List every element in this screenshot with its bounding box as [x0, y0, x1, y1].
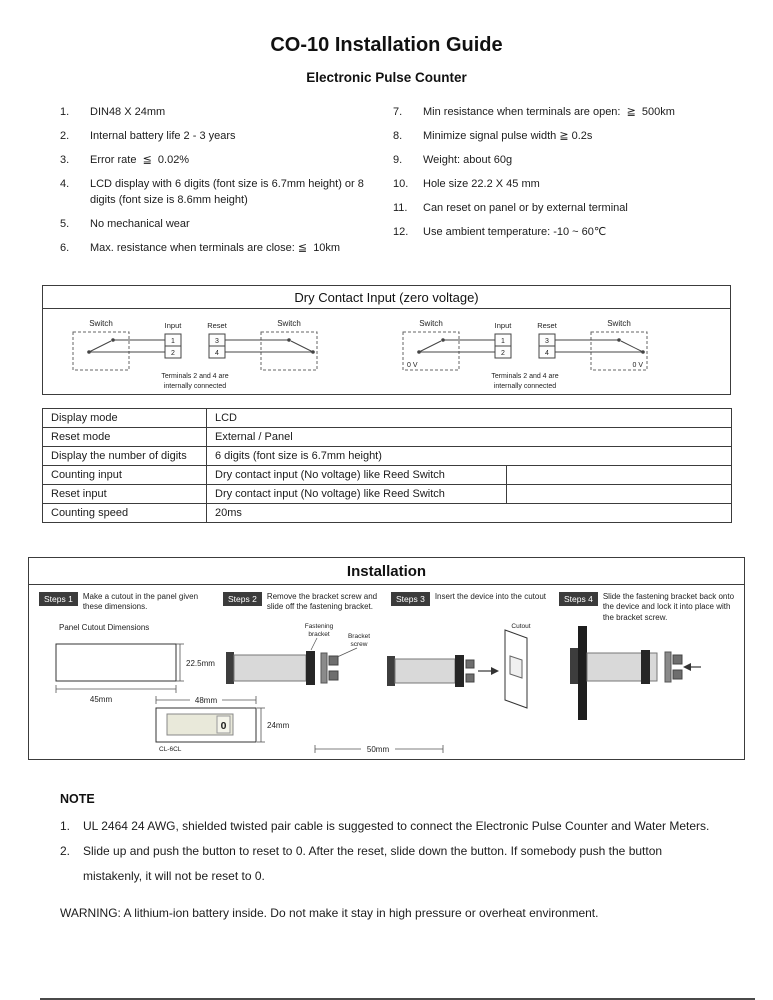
dim-lines-width [56, 685, 176, 693]
table-cell-empty [507, 466, 732, 485]
switch-label: Switch [277, 319, 301, 328]
table-row [43, 466, 732, 485]
bracket-screw-label: screw [350, 641, 368, 648]
switch-label: Switch [89, 319, 113, 328]
spec-item-text: Min resistance when terminals are open: ≧ 500km [423, 106, 675, 118]
dim-lines-height [176, 644, 184, 681]
note-item-number: 2. [60, 844, 71, 858]
step-text: Make a cutout in the panel given these dimensions. [82, 592, 199, 612]
installation-step-3 [391, 592, 553, 606]
insert-arrow [478, 667, 499, 675]
spec-item-number: 8. [393, 130, 403, 142]
switch-label: Switch [607, 319, 631, 328]
terminal-4: 4 [215, 350, 219, 357]
table-cell-value: LCD [207, 409, 732, 428]
fastening-bracket-label: Fastening [304, 623, 334, 630]
zero-volt-label: 0 V [632, 362, 643, 369]
table-cell-label: Reset input [43, 485, 207, 504]
device-display-digit: 0 [220, 720, 227, 732]
input-label: Input [494, 321, 512, 330]
terminal-3: 3 [215, 338, 219, 345]
spec-item-number: 10. [393, 178, 409, 190]
spec-item-number: 7. [393, 106, 403, 118]
table-row [43, 504, 732, 523]
installation-title: Installation [29, 558, 744, 585]
table-cell-value: 20ms [207, 504, 732, 523]
dry-contact-section [42, 285, 731, 395]
dim-48mm: 48mm [194, 696, 218, 705]
spec-item [60, 216, 392, 232]
wiring [417, 338, 645, 354]
spec-item-number: 5. [60, 218, 70, 230]
spec-item-number: 2. [60, 130, 70, 142]
spec-item-text: Use ambient temperature: -10 ~ 60℃ [423, 226, 607, 238]
table-row [43, 428, 732, 447]
spec-item [393, 176, 733, 192]
terminal-note-line2: internally connected [493, 383, 557, 390]
terminal-block [165, 334, 225, 358]
dim-50mm: 50mm [366, 745, 390, 754]
spec-list-left [60, 104, 392, 264]
cutout-panel [505, 630, 527, 708]
table-cell-value: Dry contact input (No voltage) like Reed Switch [207, 485, 507, 504]
installation-section [28, 557, 745, 760]
terminal-note-line1: Terminals 2 and 4 are [161, 373, 229, 380]
spec-item-text: No mechanical wear [90, 218, 190, 230]
spec-table [42, 408, 732, 523]
dry-contact-title: Dry Contact Input (zero voltage) [43, 286, 730, 309]
reset-label: Reset [207, 321, 227, 330]
spec-item [393, 224, 733, 240]
note-item-text: UL 2464 24 AWG, shielded twisted pair cable is suggested to connect the Electronic Pulse Counter and Water Meters. [83, 819, 710, 833]
device-side-step3 [387, 655, 474, 687]
spec-item [393, 128, 733, 144]
spec-item-text: DIN48 X 24mm [90, 106, 166, 118]
terminal-note-line1: Terminals 2 and 4 are [491, 373, 559, 380]
step-badge: Steps 1 [39, 592, 78, 606]
step-badge: Steps 2 [223, 592, 262, 606]
table-cell-value: Dry contact input (No voltage) like Reed Switch [207, 466, 507, 485]
input-label: Input [164, 321, 182, 330]
step-text: Insert the device into the cutout [434, 592, 547, 601]
terminal-3: 3 [545, 338, 549, 345]
spec-item-number: 9. [393, 154, 403, 166]
spec-item-text: Error rate ≦ 0.02% [90, 154, 190, 166]
step-text: Slide the fastening bracket back onto the device and lock it into place with the bracket screw. [602, 592, 735, 622]
spec-item [60, 104, 392, 120]
table-cell-label: Reset mode [43, 428, 207, 447]
spec-item [393, 152, 733, 168]
spec-item [60, 152, 392, 168]
note-item [60, 839, 722, 889]
spec-item-number: 3. [60, 154, 70, 166]
zero-volt-label: 0 V [407, 362, 418, 369]
spec-item-number: 11. [393, 202, 408, 214]
table-cell-label: Display the number of digits [43, 447, 207, 466]
device-front [156, 708, 256, 742]
dry-contact-diagram-left [65, 312, 385, 396]
terminal-block [495, 334, 555, 358]
note-item-text: Slide up and push the button to reset to 0. After the reset, slide down the button. If somebody push the button mistakenly, it will not be reset to 0. [83, 844, 666, 883]
spec-item-text: Internal battery life 2 - 3 years [90, 130, 236, 142]
terminal-1: 1 [171, 338, 175, 345]
table-cell-label: Counting input [43, 466, 207, 485]
switch-box [261, 332, 317, 370]
table-row [43, 485, 732, 504]
spec-item [393, 200, 733, 216]
note-item [60, 814, 722, 839]
spec-item-text: Max. resistance when terminals are close: ≦ 10km [90, 242, 341, 254]
note-item-number: 1. [60, 819, 71, 833]
terminal-1: 1 [501, 338, 505, 345]
switch-box [73, 332, 129, 370]
dim-24mm: 24mm [267, 721, 290, 730]
spec-item [393, 104, 733, 120]
note-heading: NOTE [60, 792, 95, 806]
installation-step-1 [39, 592, 211, 613]
spec-item-text: Weight: about 60g [423, 154, 513, 166]
dry-contact-diagram-right [395, 312, 715, 396]
spec-item-number: 4. [60, 178, 70, 190]
spec-item-text: Minimize signal pulse width ≧ 0.2s [423, 130, 593, 142]
spec-item-number: 1. [60, 106, 70, 118]
panel-cutout-title: Panel Cutout Dimensions [59, 623, 150, 632]
fastening-bracket-label: bracket [308, 631, 330, 638]
table-row [43, 447, 732, 466]
dim-45mm: 45mm [89, 695, 113, 704]
device-step4 [570, 626, 701, 720]
dim-lines-device-height [257, 708, 265, 742]
step-text: Remove the bracket screw and slide off the fastening bracket. [266, 592, 378, 612]
spec-item-text: Can reset on panel or by external terminal [423, 202, 628, 214]
table-cell-label: Counting speed [43, 504, 207, 523]
table-row [43, 409, 732, 428]
spec-item-text: LCD display with 6 digits (font size is 6.7mm height) or 8 digits (font size is 8.6mm height) [90, 178, 367, 206]
terminal-2: 2 [501, 350, 505, 357]
wiring [87, 338, 315, 354]
terminal-4: 4 [545, 350, 549, 357]
note-section [60, 792, 722, 920]
switch-label: Switch [419, 319, 443, 328]
spec-item [60, 128, 392, 144]
cutout-label: Cutout [511, 623, 531, 630]
device-side-step2 [226, 651, 338, 685]
step-badge: Steps 4 [559, 592, 598, 606]
dim-22-5mm: 22.5mm [186, 659, 215, 668]
spec-item-text: Hole size 22.2 X 45 mm [423, 178, 540, 190]
terminal-2: 2 [171, 350, 175, 357]
table-cell-value: External / Panel [207, 428, 732, 447]
spec-item [60, 176, 392, 208]
device-model-label: CL-6CL [159, 746, 182, 753]
table-cell-value: 6 digits (font size is 6.7mm height) [207, 447, 732, 466]
reset-label: Reset [537, 321, 557, 330]
installation-diagram [29, 616, 746, 758]
spec-item [60, 240, 392, 256]
bracket-screw-label: Bracket [347, 633, 371, 640]
spec-item-number: 6. [60, 242, 70, 254]
page-title: CO-10 Installation Guide [270, 34, 503, 56]
installation-step-2 [223, 592, 389, 613]
warning-text: WARNING: A lithium-ion battery inside. Do not make it stay in high pressure or overheat environment. [60, 906, 599, 920]
page-subtitle: Electronic Pulse Counter [306, 70, 467, 85]
spec-list-right [393, 104, 733, 248]
spec-item-number: 12. [393, 226, 409, 238]
step-badge: Steps 3 [391, 592, 430, 606]
table-cell-empty [507, 485, 732, 504]
cutout-rect [56, 644, 176, 681]
terminal-note-line2: internally connected [163, 383, 227, 390]
table-cell-label: Display mode [43, 409, 207, 428]
